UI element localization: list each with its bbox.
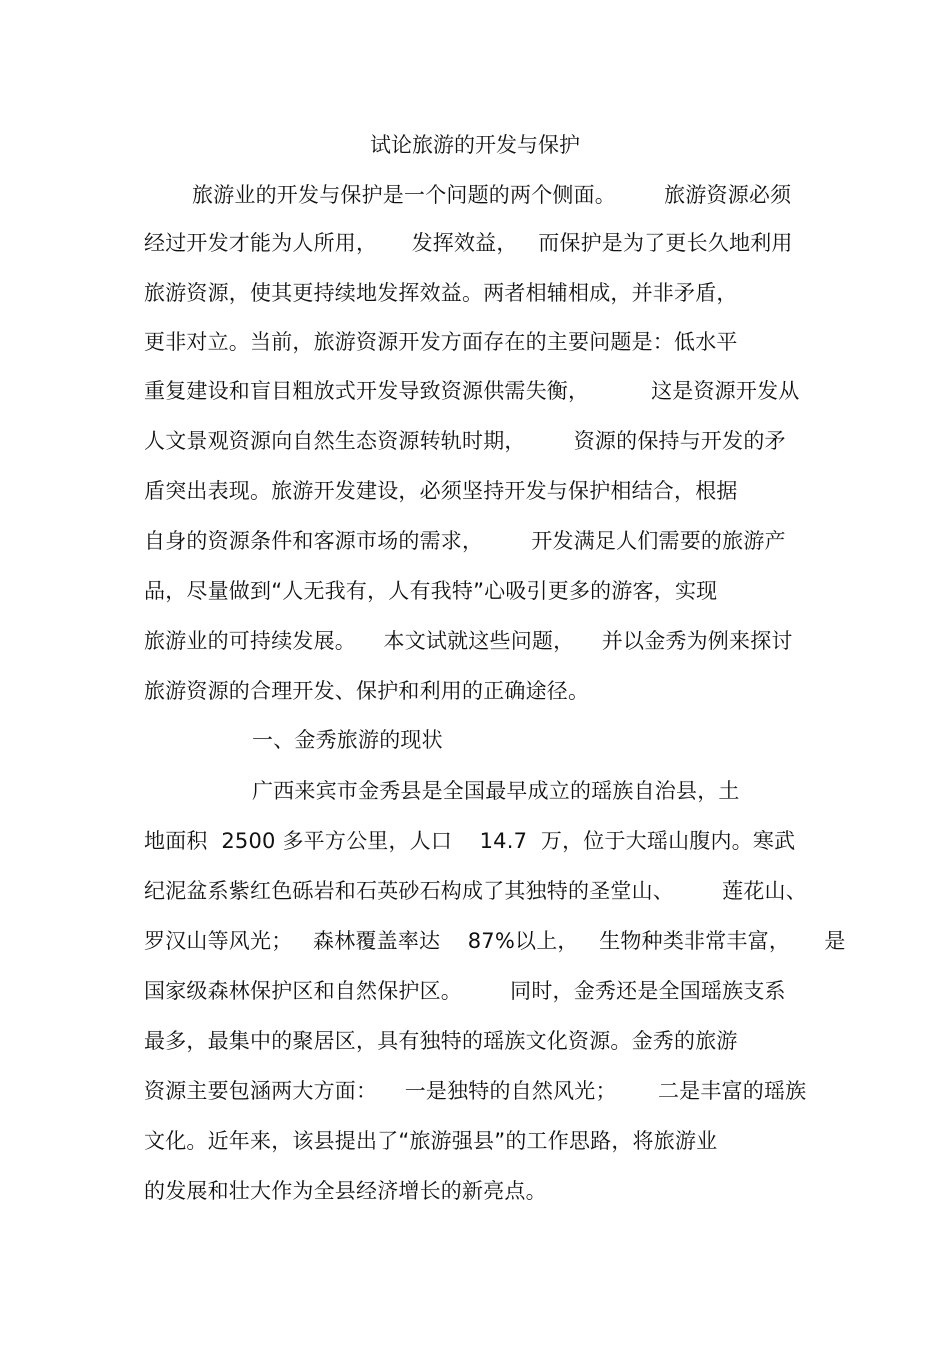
paragraph-line: 品，尽量做到“人无我有，人有我特”心吸引更多的游客，实现 [144, 579, 718, 603]
paragraph-line: 国家级森林保护区和自然保护区。 同时，金秀还是全国瑶族支系 [144, 979, 786, 1003]
paragraph-line: 广西来宾市金秀县是全国最早成立的瑶族自治县，土 [252, 779, 740, 803]
paragraph-line: 更非对立。当前，旅游资源开发方面存在的主要问题是：低水平 [144, 330, 738, 354]
paragraph-line: 罗汉山等风光； 森林覆盖率达 87%以上， 生物种类非常丰富， 是 [144, 929, 846, 953]
document-title: 试论旅游的开发与保护 [370, 133, 580, 157]
paragraph-line: 地面积 2500 多平方公里，人口 14.7 万，位于大瑶山腹内。寒武 [144, 829, 796, 853]
paragraph-line: 文化。近年来，该县提出了“旅游强县”的工作思路，将旅游业 [144, 1129, 718, 1153]
paragraph-line: 人文景观资源向自然生态资源转轨时期， 资源的保持与开发的矛 [144, 429, 786, 453]
paragraph-line: 旅游资源，使其更持续地发挥效益。两者相辅相成，并非矛盾， [144, 281, 738, 305]
section-heading: 一、金秀旅游的现状 [252, 728, 443, 752]
paragraph-line: 重复建设和盲目粗放式开发导致资源供需失衡， 这是资源开发从 [144, 379, 800, 403]
paragraph-line: 经过开发才能为人所用， 发挥效益， 而保护是为了更长久地利用 [144, 231, 793, 255]
paragraph-line: 纪泥盆系紫红色砾岩和石英砂石构成了其独特的圣堂山、 莲花山、 [144, 879, 807, 903]
paragraph-line: 旅游业的开发与保护是一个问题的两个侧面。 旅游资源必须 [192, 183, 792, 207]
paragraph-line: 旅游资源的合理开发、保护和利用的正确途径。 [144, 679, 590, 703]
paragraph-line: 旅游业的可持续发展。 本文试就这些问题， 并以金秀为例来探讨 [144, 629, 793, 653]
paragraph-line: 自身的资源条件和客源市场的需求， 开发满足人们需要的旅游产 [144, 529, 786, 553]
paragraph-line: 盾突出表现。旅游开发建设，必须坚持开发与保护相结合，根据 [144, 479, 738, 503]
paragraph-line: 的发展和壮大作为全县经济增长的新亮点。 [144, 1179, 547, 1203]
paragraph-line: 资源主要包涵两大方面： 一是独特的自然风光； 二是丰富的瑶族 [144, 1079, 807, 1103]
paragraph-line: 最多，最集中的聚居区，具有独特的瑶族文化资源。金秀的旅游 [144, 1029, 738, 1053]
